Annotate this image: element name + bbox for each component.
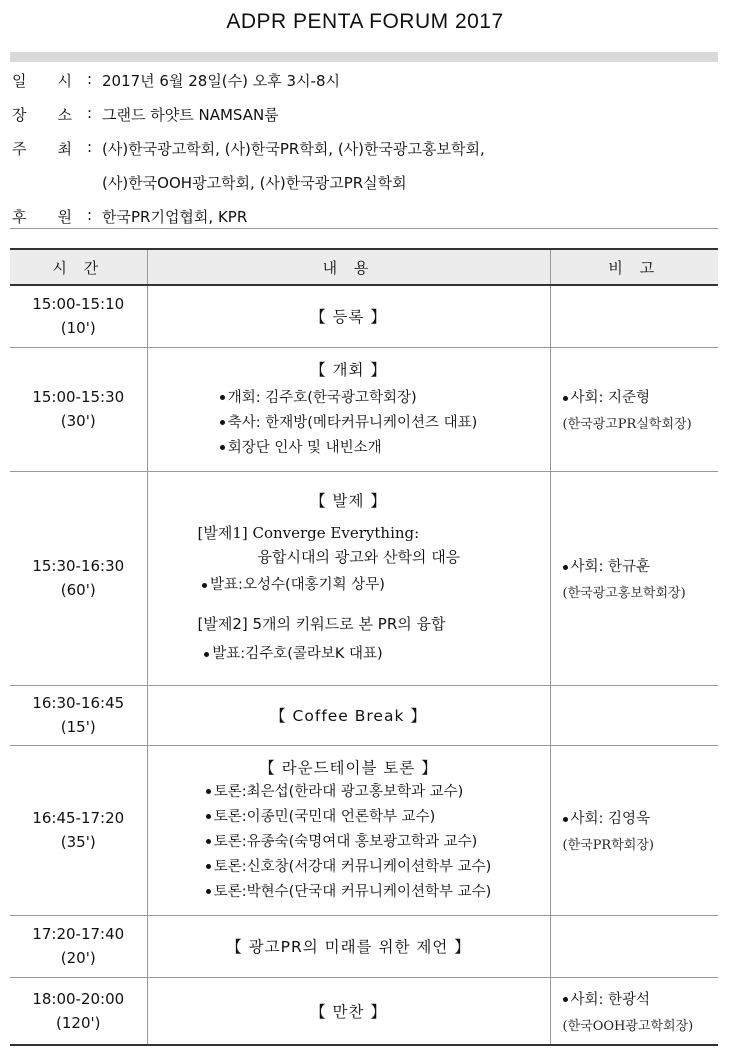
session-heading: 【 라운드테이블 토론 】	[259, 758, 438, 777]
session-heading: 【 등록 】	[310, 308, 387, 327]
moderator: 사회: 지준형	[563, 386, 719, 407]
time-range: 15:00-15:30	[32, 388, 125, 406]
session-heading: 【 만찬 】	[310, 1002, 387, 1021]
document-title: ADPR PENTA FORUM 2017	[226, 10, 504, 33]
table-row	[10, 745, 718, 915]
content-cell	[147, 685, 550, 745]
info-row-date: 일 시 : 2017년 6월 28일(수) 오후 3시-8시	[12, 70, 341, 90]
info-label: 장 소	[12, 106, 72, 124]
session-heading: 【 발제 】	[310, 492, 387, 510]
time-cell	[10, 977, 147, 1045]
list-item: 토론:유종숙(숙명여대 홍보광고학과 교수)	[206, 830, 492, 855]
info-value: (사)한국광고학회, (사)한국PR학회, (사)한국광고홍보학회,	[102, 140, 485, 158]
info-row-host-cont	[10, 168, 718, 202]
bullet-icon	[220, 445, 225, 450]
content-cell	[147, 977, 550, 1045]
info-value: 2017년 6월 28일(수) 오후 3시-8시	[102, 72, 341, 90]
header-content: 내 용	[147, 249, 550, 285]
bullet-icon	[563, 817, 568, 822]
table-row	[10, 685, 718, 745]
content-cell	[147, 347, 550, 471]
moderator: 사회: 한광석	[563, 988, 719, 1009]
info-row-host: 주 최 : (사)한국광고학회, (사)한국PR학회, (사)한국광고홍보학회,	[12, 138, 485, 158]
content-cell	[147, 745, 550, 915]
bullet-icon	[206, 889, 211, 894]
bullet-list	[202, 573, 385, 598]
content-cell	[147, 285, 550, 347]
time-range: 16:45-17:20	[32, 809, 125, 827]
info-label: 일 시	[12, 72, 72, 90]
session-heading: 【 개회 】	[310, 360, 387, 379]
time-cell	[10, 745, 147, 915]
bullet-icon	[206, 814, 211, 819]
table-header-row	[10, 249, 718, 285]
time-range: 15:30-16:30	[32, 557, 125, 575]
bullet-icon	[206, 839, 211, 844]
moderator-affiliation: (한국PR학회장)	[562, 838, 654, 853]
session-heading: 【 Coffee Break 】	[270, 707, 427, 725]
duration: (35')	[60, 833, 96, 851]
note-cell	[550, 285, 718, 347]
list-item: 회장단 인사 및 내빈소개	[220, 436, 478, 461]
bullet-icon	[206, 864, 211, 869]
presentation-2-title: [발제2] 5개의 키워드로 본 PR의 융합	[197, 615, 446, 633]
bullet-list	[206, 780, 492, 905]
bullet-icon	[220, 420, 225, 425]
list-item: 토론:최은섭(한라대 광고홍보학과 교수)	[206, 780, 492, 805]
bullet-icon	[563, 997, 568, 1002]
table-row	[10, 977, 718, 1045]
time-cell	[10, 915, 147, 977]
time-cell	[10, 471, 147, 685]
table-row	[10, 915, 718, 977]
time-cell	[10, 285, 147, 347]
moderator: 사회: 한규훈	[563, 555, 719, 576]
list-item: 토론:이종민(국민대 언론학부 교수)	[206, 805, 492, 830]
header-note: 비 고	[550, 249, 718, 285]
bullet-icon	[202, 583, 207, 588]
time-cell	[10, 685, 147, 745]
note-cell	[550, 471, 718, 685]
session-heading: 【 광고PR의 미래를 위한 제언 】	[226, 938, 471, 956]
list-item: 토론:박현수(단국대 커뮤니케이션학부 교수)	[206, 880, 492, 905]
info-value-cont: (사)한국OOH광고학회, (사)한국광고PR실학회	[102, 174, 407, 192]
info-label: 주 최	[12, 140, 72, 158]
info-row-sponsor: 후 원 : 한국PR기업협회, KPR	[12, 206, 248, 226]
list-item: 개회: 김주호(한국광고학회장)	[220, 386, 478, 411]
presentation-1-title: [발제1] Converge Everything:	[197, 524, 420, 542]
moderator-affiliation: (한국광고PR실학회장)	[562, 417, 692, 432]
event-info	[10, 66, 718, 236]
duration: (60')	[60, 581, 96, 599]
moderator: 사회: 김영욱	[563, 807, 719, 828]
time-range: 15:00-15:10	[32, 295, 125, 314]
bullet-icon	[563, 396, 568, 401]
table-row	[10, 471, 718, 685]
time-range: 18:00-20:00	[32, 989, 125, 1008]
info-value: 한국PR기업협회, KPR	[102, 208, 248, 226]
note-cell	[550, 685, 718, 745]
duration: (10')	[60, 319, 96, 338]
content-cell	[147, 915, 550, 977]
note-cell	[550, 745, 718, 915]
note-cell	[550, 977, 718, 1045]
info-divider	[10, 228, 718, 229]
table-row	[10, 347, 718, 471]
time-cell	[10, 347, 147, 471]
bullet-icon	[563, 565, 568, 570]
schedule-table	[10, 248, 718, 1046]
info-row-venue: 장 소 : 그랜드 하얏트 NAMSAN룸	[12, 104, 279, 124]
bullet-icon	[206, 789, 211, 794]
note-cell	[550, 347, 718, 471]
header-time: 시 간	[10, 249, 147, 285]
list-item: 발표:김주호(콜라보K 대표)	[204, 642, 382, 667]
note-cell	[550, 915, 718, 977]
time-range: 16:30-16:45	[32, 694, 125, 712]
info-value: 그랜드 하얏트 NAMSAN룸	[102, 106, 279, 124]
bullet-icon	[204, 652, 209, 657]
presentation-1-subtitle: 융합시대의 광고와 산학의 대응	[257, 548, 461, 566]
moderator-affiliation: (한국OOH광고학회장)	[562, 1018, 694, 1034]
list-item: 토론:신호창(서강대 커뮤니케이션학부 교수)	[206, 855, 492, 880]
moderator-affiliation: (한국광고홍보학회장)	[562, 586, 686, 601]
table-row	[10, 285, 718, 347]
duration: (120')	[56, 1013, 101, 1032]
duration: (30')	[60, 412, 96, 430]
bullet-list	[220, 386, 478, 461]
info-label: 후 원	[12, 208, 72, 226]
duration: (15')	[60, 718, 96, 736]
time-range: 17:20-17:40	[32, 925, 125, 943]
list-item: 발표:오성수(대홍기획 상무)	[202, 573, 385, 598]
list-item: 축사: 한재방(메타커뮤니케이션즈 대표)	[220, 411, 478, 436]
content-cell	[147, 471, 550, 685]
bullet-list	[204, 642, 382, 667]
title-divider-bar	[10, 52, 718, 62]
duration: (20')	[60, 949, 96, 967]
bullet-icon	[220, 395, 225, 400]
